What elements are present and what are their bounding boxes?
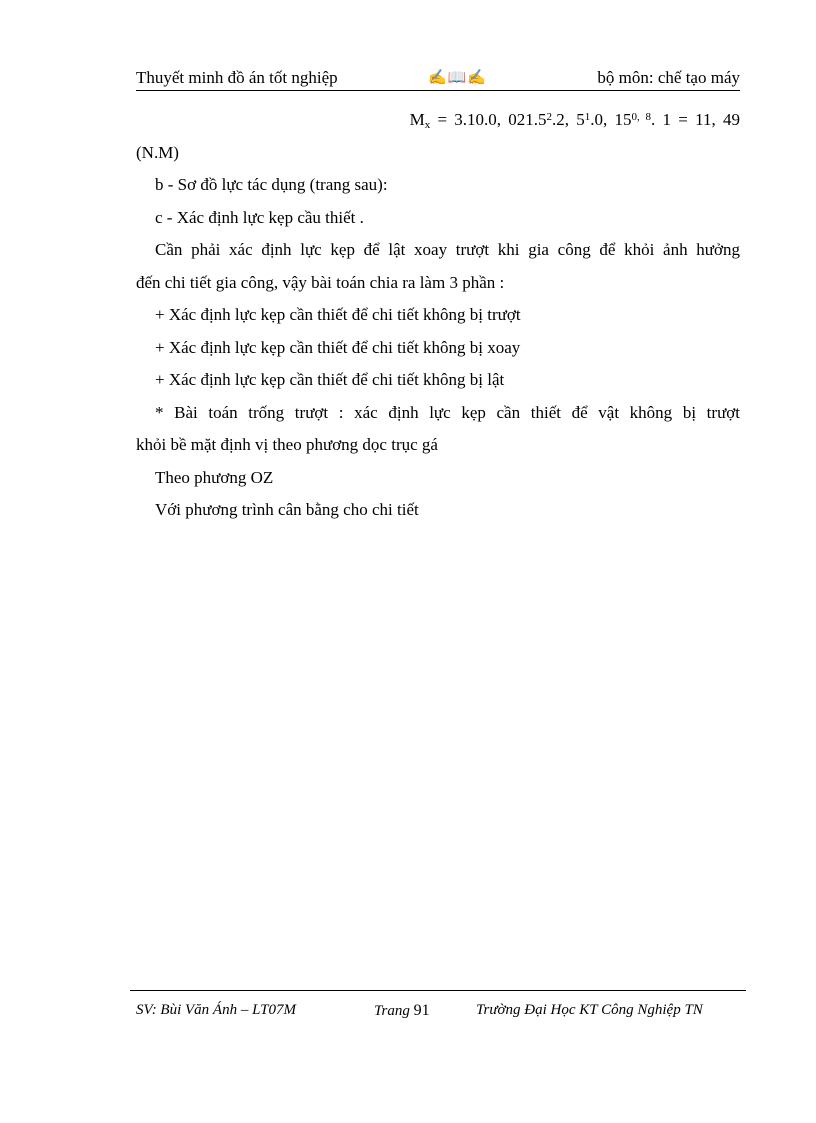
list-item: + Xác định lực kẹp cần thiết để chi tiết không bị lật — [155, 370, 505, 389]
footer-page — [374, 1002, 430, 1020]
page-content — [136, 104, 740, 527]
formula-unit: (N.M) — [136, 142, 179, 162]
header-ornament-icon: ✍📖✍ — [428, 70, 488, 86]
list-item: + Xác định lực kẹp cần thiết để chi tiết không bị trượt — [155, 305, 521, 324]
section-c: c - Xác định lực kẹp cầu thiết . — [155, 207, 364, 227]
footer-student: SV: Bùi Văn Ánh – LT07M — [136, 1002, 296, 1018]
paragraph-1-line-2: đến chi tiết gia công, vậy bài toán chia ra làm 3 phần : — [136, 272, 505, 292]
list-item: + Xác định lực kẹp cần thiết để chi tiết không bị xoay — [155, 337, 521, 357]
paragraph-2-line-2: khỏi bề mặt định vị theo phương dọc trục gá — [136, 435, 438, 454]
paragraph-1-line-1: Cần phải xác định lực kẹp để lật xoay trượt khi gia công để khỏi ảnh hưởng — [155, 240, 740, 259]
formula-symbol: M — [409, 110, 425, 129]
page-header — [136, 66, 740, 91]
formula-sup-1: 2 — [546, 111, 553, 123]
formula-part-3: .0, 15 — [590, 110, 632, 129]
header-department: bộ môn: chế tạo máy — [597, 68, 740, 87]
formula-part-1: = 3.10.0, 021.5 — [430, 110, 547, 129]
formula-part-4: . 1 = 11, 49 — [651, 110, 740, 129]
section-b: b - Sơ đồ lực tác dụng (trang sau): — [155, 175, 388, 194]
footer-page-label: Trang — [374, 1003, 414, 1019]
footer-school: Trường Đại Học KT Công Nghiệp TN — [476, 1002, 703, 1018]
footer-page-number: 91 — [413, 1002, 430, 1019]
moment-formula — [136, 104, 740, 137]
formula-part-2: .2, 5 — [552, 110, 585, 129]
equilibrium-line: Với phương trình cân bằng cho chi tiết — [155, 500, 419, 519]
formula-sup-2: 1 — [584, 111, 591, 123]
page-footer — [130, 990, 746, 1021]
formula-sup-3: 0, 8 — [631, 111, 652, 123]
formula-subscript: x — [424, 119, 431, 131]
header-title: Thuyết minh đồ án tốt nghiệp — [136, 68, 338, 87]
direction-oz: Theo phương OZ — [155, 467, 274, 487]
paragraph-2-line-1: * Bài toán trống trượt : xác định lực kẹp cần thiết để vật không bị trượt — [155, 402, 740, 422]
